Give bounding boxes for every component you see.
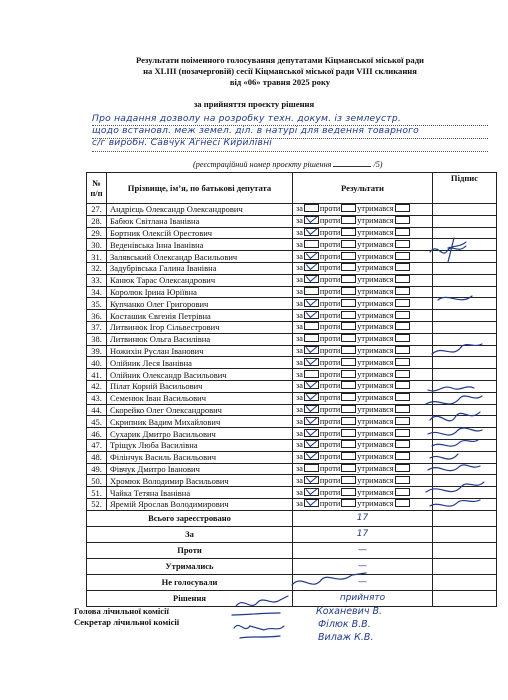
deputy-name: Сухарик Дмитро Васильович [107,428,293,440]
row-number: 51. [87,487,107,499]
deputy-name: Яремій Ярослав Володимирович [107,498,293,510]
row-number: 33. [87,274,107,286]
row-number: 52. [87,498,107,510]
vote-abstain-label: утримався [357,251,394,261]
vote-against-label: проти [319,286,341,296]
row-number: 47. [87,439,107,451]
deputy-name: Фівчук Дмитро Іванович [107,463,293,475]
vote-for-label: за [296,310,303,320]
signature-scribble [430,246,466,253]
row-number: 37. [87,321,107,333]
tally-label: Проти [87,542,293,558]
secretary-handwritten-name: Вилаж К.В. [318,632,374,643]
vote-for-label: за [296,393,303,403]
vote-abstain-label: утримався [357,416,394,426]
signature-scribble [232,613,280,615]
tally-value: — [293,558,433,574]
deputy-name: Литвинюк Ігор Сільвестрович [107,321,293,333]
vote-against-label: проти [319,310,341,320]
vote-against-label: проти [319,322,341,332]
vote-against-label: проти [319,475,341,485]
vote-abstain-label: утримався [357,216,394,226]
signature-scribble [428,428,482,435]
vote-abstain-label: утримався [357,428,394,438]
vote-abstain-label: утримався [357,463,394,473]
deputy-name: Литвинюк Ольга Василівна [107,333,293,345]
vote-abstain-label: утримався [357,263,394,273]
row-number: 30. [87,239,107,251]
description-line-2: щодо встановл. меж земел. діл. в натурі для ведення товарного [92,125,420,136]
signature-scribble [428,465,480,471]
vote-against-label: проти [319,275,341,285]
vote-abstain-label: утримався [357,286,394,296]
vote-against-label: проти [319,298,341,308]
deputy-name: Скрипник Вадим Михайлович [107,416,293,428]
vote-against-label: проти [319,428,341,438]
vote-against-label: проти [319,334,341,344]
vote-for-label: за [296,357,303,367]
deputy-name: Королюк Ірина Юріївна [107,286,293,298]
row-number: 34. [87,286,107,298]
row-number: 28. [87,215,107,227]
deputy-name: Семенюк Іван Васильович [107,392,293,404]
row-number: 42. [87,380,107,392]
deputy-name: Задубрівська Галина Іванівна [107,262,293,274]
row-number: 43. [87,392,107,404]
signature-scribble [432,440,478,446]
deputy-name: Бабюк Світлана Іванівна [107,215,293,227]
vote-for-label: за [296,263,303,273]
signature-scribble [432,344,482,354]
row-number: 29. [87,227,107,239]
deputy-name: Олійник Олександр Васильович [107,369,293,381]
vote-against-label: проти [319,463,341,473]
vote-abstain-label: утримався [357,334,394,344]
vote-against-label: проти [319,357,341,367]
vote-for-label: за [296,404,303,414]
vote-against-label: проти [319,393,341,403]
header-line-2: на XLIII (позачерговій) сесії Кіцманської міської ради VIII скликання [143,66,417,76]
vote-for-label: за [296,428,303,438]
row-number: 27. [87,204,107,216]
vote-against-label: проти [319,440,341,450]
vote-abstain-label: утримався [357,369,394,379]
vote-against-label: проти [319,263,341,273]
signature-scribble [236,596,288,606]
vote-for-label: за [296,239,303,249]
subject-label: за прийняття проєкту рішення [193,99,315,109]
row-number: 39. [87,345,107,357]
tally-label: Утримались [87,558,293,574]
header-line-3: від «06» травня 2025 року [229,77,331,87]
deputy-name: Залявський Олександр Васильович [107,251,293,263]
secretary-label: Секретар лічильної комісії [74,617,180,627]
vote-for-label: за [296,369,303,379]
registration-suffix: /5) [373,160,383,169]
description-line-3: с/г виробн. Савчук Агнесі Кирилівні [92,137,273,148]
tally-value: прийнято [293,590,433,606]
row-number: 35. [87,298,107,310]
row-number: 41. [87,369,107,381]
vote-against-label: проти [319,216,341,226]
signature-scribble [426,482,484,492]
row-number: 46. [87,428,107,440]
vote-abstain-label: утримався [357,381,394,391]
vote-abstain-label: утримався [357,393,394,403]
deputy-name: Чайка Тетяна Іванівна [107,487,293,499]
signature-scribble [438,296,472,300]
vote-against-label: проти [319,452,341,462]
vote-abstain-label: утримався [357,204,394,214]
col-header-results: Результати [293,173,433,204]
vote-for-label: за [296,345,303,355]
signature-scribble [430,454,458,459]
tally-value: — [293,574,433,590]
row-number: 36. [87,310,107,322]
vote-for-label: за [296,452,303,462]
vote-for-label: за [296,275,303,285]
tally-value: 17 [293,526,433,542]
vote-abstain-label: утримався [357,345,394,355]
deputy-name: Ножихін Руслан Іванович [107,345,293,357]
row-number: 32. [87,262,107,274]
signature-scribble [430,412,480,421]
chair-label: Голова лічильної комісії [74,606,169,616]
tally-label: Всього зареєстровано [87,510,293,526]
chair-handwritten-name: Коханевич В. [316,606,382,617]
vote-for-label: за [296,251,303,261]
vote-for-label: за [296,381,303,391]
vote-for-label: за [296,416,303,426]
vote-against-label: проти [319,239,341,249]
deputy-name: Канюк Тарас Олександрович [107,274,293,286]
vote-against-label: проти [319,499,341,509]
vote-against-label: проти [319,487,341,497]
vote-for-label: за [296,286,303,296]
description-line-1: Про надання дозволу на розробку техн. докум. із землеустр. [92,113,401,124]
signature-scribble [448,238,466,262]
vote-for-label: за [296,227,303,237]
row-number: 38. [87,333,107,345]
vote-abstain-label: утримався [357,275,394,285]
vote-for-label: за [296,475,303,485]
vote-abstain-label: утримався [357,452,394,462]
row-number: 45. [87,416,107,428]
vote-against-label: проти [319,381,341,391]
vote-for-label: за [296,298,303,308]
tally-value: 17 [293,510,433,526]
vote-for-label: за [296,487,303,497]
vote-for-label: за [296,499,303,509]
vote-abstain-label: утримався [357,310,394,320]
vote-abstain-label: утримався [357,227,394,237]
deputy-name: Філінчук Василь Васильович [107,451,293,463]
member-handwritten-name: Філюк В.В. [318,619,371,630]
deputy-name: Купчанко Олег Григорович [107,298,293,310]
row-number: 44. [87,404,107,416]
vote-against-label: проти [319,204,341,214]
deputy-name: Веденівська Інна Іванівна [107,239,293,251]
vote-against-label: проти [319,416,341,426]
vote-against-label: проти [319,404,341,414]
vote-for-label: за [296,440,303,450]
deputy-name: Скорейко Олег Олександрович [107,404,293,416]
vote-for-label: за [296,322,303,332]
vote-abstain-label: утримався [357,322,394,332]
deputy-name: Хромюк Володимир Васильович [107,475,293,487]
signature-scribble [234,625,284,630]
vote-abstain-label: утримався [357,475,394,485]
header-line-1: Результати поіменного голосування депутатами Кіцманської міської ради [135,55,424,65]
vote-abstain-label: утримався [357,404,394,414]
deputy-name: Тріщук Люба Василівна [107,439,293,451]
tally-label: Не голосували [87,574,293,590]
deputy-name: Пілат Корній Васильович [107,380,293,392]
vote-abstain-label: утримався [357,499,394,509]
row-number: 50. [87,475,107,487]
row-number: 40. [87,357,107,369]
vote-abstain-label: утримався [357,357,394,367]
tally-label: За [87,526,293,542]
vote-abstain-label: утримався [357,487,394,497]
signature-scribble [430,500,480,506]
vote-abstain-label: утримався [357,239,394,249]
vote-against-label: проти [319,369,341,379]
col-header-name: Прізвище, ім’я, по батькові депутата [107,173,293,204]
row-number: 48. [87,451,107,463]
deputy-name: Андрієць Олександр Олександрович [107,204,293,216]
col-header-num: № п/п [87,173,107,204]
registration-prefix: (реєстраційний номер проєкту рішення [193,160,332,169]
vote-against-label: проти [319,345,341,355]
vote-for-label: за [296,216,303,226]
tally-value: — [293,542,433,558]
vote-for-label: за [296,463,303,473]
deputy-name: Косташик Євгенія Петрівна [107,310,293,322]
vote-abstain-label: утримався [357,298,394,308]
signature-scribble [426,396,482,404]
vote-for-label: за [296,204,303,214]
row-number: 31. [87,251,107,263]
row-number: 49. [87,463,107,475]
signature-scribble [292,573,366,585]
col-header-signature: Підпис [433,173,497,204]
tally-label: Рішення [87,590,293,606]
signature-scribble [428,387,474,391]
deputy-name: Бортник Олексій Орестович [107,227,293,239]
deputy-name: Олійник Леся Іванівна [107,357,293,369]
vote-against-label: проти [319,251,341,261]
vote-against-label: проти [319,227,341,237]
signature-scribble [240,636,280,638]
vote-for-label: за [296,334,303,344]
vote-abstain-label: утримався [357,440,394,450]
